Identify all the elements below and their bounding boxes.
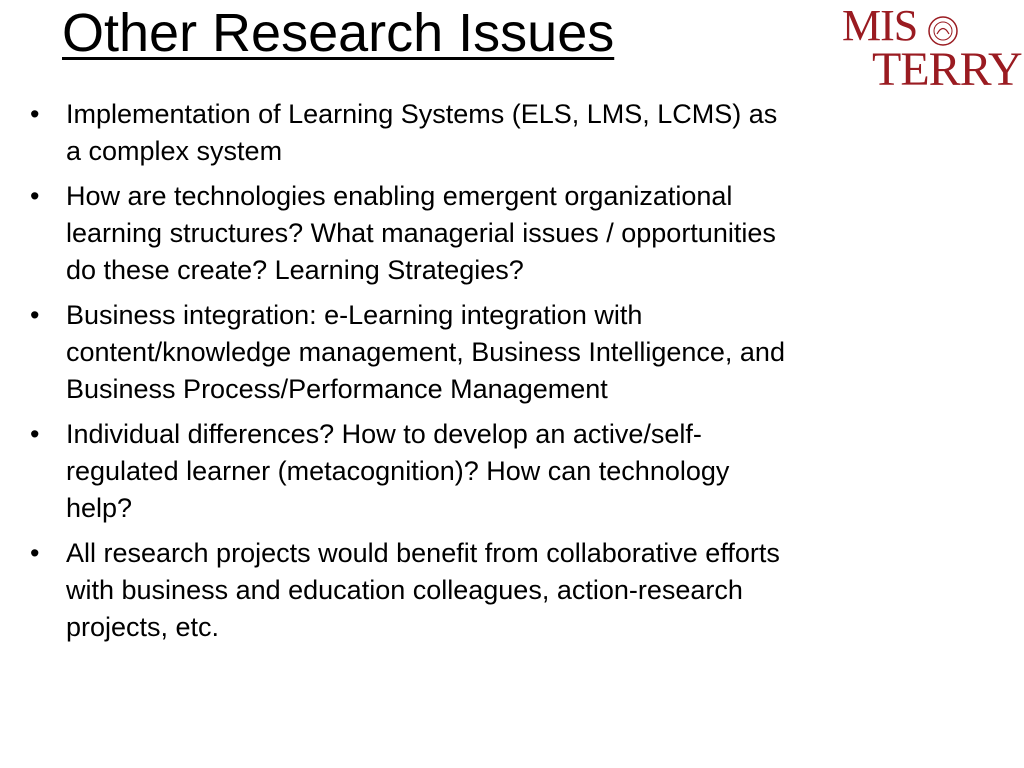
bullet-line: Business integration: e-Learning integration with [66, 300, 643, 330]
bullet-line: regulated learner (metacognition)? How can technology [66, 456, 730, 486]
bullet-text [66, 96, 990, 170]
bullet-item [30, 96, 990, 170]
bullet-marker: • [30, 181, 40, 211]
bullet-marker: • [30, 300, 40, 330]
bullet-item [30, 178, 990, 289]
bullet-line: All research projects would benefit from collaborative efforts [66, 538, 780, 568]
bullet-item [30, 535, 990, 646]
bullet-line: content/knowledge management, Business Intelligence, and [66, 337, 785, 367]
bullet-text [66, 178, 990, 289]
bullet-list [30, 96, 990, 654]
logo-text-mis: MIS [842, 1, 918, 50]
bullet-text [66, 297, 990, 408]
bullet-text [66, 535, 990, 646]
bullet-item [30, 297, 990, 408]
bullet-line: projects, etc. [66, 612, 220, 642]
bullet-line: Business Process/Performance Management [66, 374, 608, 404]
slide-title: Other Research Issues [62, 3, 615, 63]
bullet-line: help? [66, 493, 133, 523]
bullet-marker: • [30, 538, 40, 568]
bullet-marker: • [30, 419, 40, 449]
logo-text-terry: TERRY [872, 43, 1022, 96]
bullet-item [30, 416, 990, 527]
bullet-line: a complex system [66, 136, 283, 166]
bullet-marker: • [30, 99, 40, 129]
bullet-line: do these create? Learning Strategies? [66, 255, 524, 285]
bullet-line: learning structures? What managerial issues / opportunities [66, 218, 776, 248]
bullet-text [66, 416, 990, 527]
bullet-line: How are technologies enabling emergent organizational [66, 181, 733, 211]
bullet-line: Individual differences? How to develop an active/self- [66, 419, 702, 449]
bullet-line: with business and education colleagues, action-research [66, 575, 743, 605]
mis-terry-logo [838, 1, 1022, 96]
bullet-line: Implementation of Learning Systems (ELS, LMS, LCMS) as [66, 99, 778, 129]
